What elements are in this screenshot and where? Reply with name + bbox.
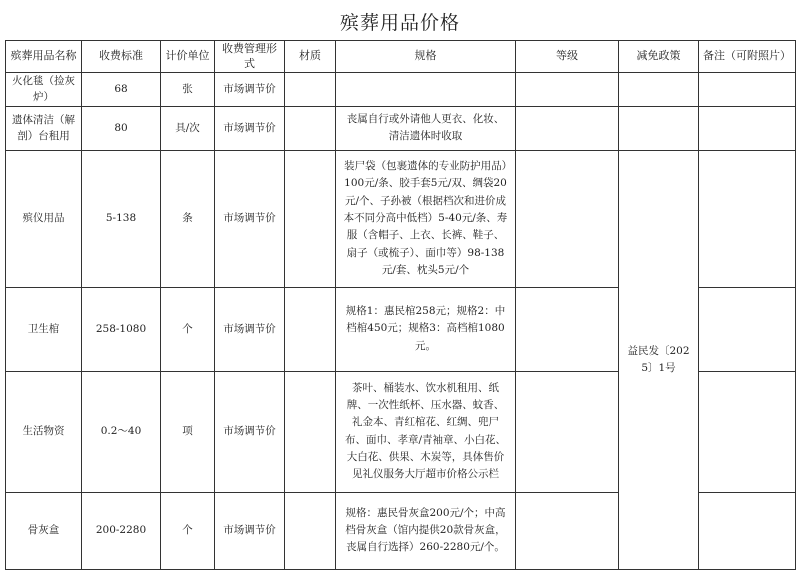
item-remark xyxy=(699,371,796,492)
item-name: 卫生棺 xyxy=(6,287,82,371)
item-remark xyxy=(699,73,796,107)
item-material xyxy=(285,73,336,107)
item-mgmt: 市场调节价 xyxy=(215,492,285,569)
policy-cell xyxy=(619,106,699,150)
item-remark xyxy=(699,106,796,150)
item-grade xyxy=(516,492,619,569)
item-spec: 装尸袋（包裹遗体的专业防护用品）100元/条、胶手套5元/双、绸袋20元/个、子孙被（根据档次和进价成本不同分高中低档）5-40元/条、寿服（含帽子、上衣、长裤、鞋子、扇子（或梳子）、面巾等）98-138元/套、枕头5元/个 xyxy=(336,150,516,287)
header-cell: 收费管理形式 xyxy=(215,41,285,73)
item-mgmt: 市场调节价 xyxy=(215,287,285,371)
item-price: 68 xyxy=(82,73,161,107)
item-spec: 规格1：惠民棺258元；规格2：中档棺450元；规格3：高档棺1080元。 xyxy=(336,287,516,371)
item-spec: 规格：惠民骨灰盒200元/个；中高档骨灰盒（馆内提供20款骨灰盒，丧属自行选择）260-2280元/个。 xyxy=(336,492,516,569)
table-row xyxy=(6,73,796,107)
item-mgmt: 市场调节价 xyxy=(215,73,285,107)
item-unit: 个 xyxy=(161,287,215,371)
price-table xyxy=(5,40,796,570)
item-price: 0.2～40 xyxy=(82,371,161,492)
item-price: 80 xyxy=(82,106,161,150)
item-mgmt: 市场调节价 xyxy=(215,150,285,287)
item-name: 火化毯（捡灰炉） xyxy=(6,73,82,107)
item-name: 骨灰盒 xyxy=(6,492,82,569)
table-header-row xyxy=(6,41,796,73)
item-unit: 条 xyxy=(161,150,215,287)
item-price: 258-1080 xyxy=(82,287,161,371)
item-unit: 具/次 xyxy=(161,106,215,150)
item-material xyxy=(285,287,336,371)
item-price: 200-2280 xyxy=(82,492,161,569)
item-grade xyxy=(516,287,619,371)
table-row xyxy=(6,106,796,150)
item-material xyxy=(285,371,336,492)
item-unit: 张 xyxy=(161,73,215,107)
item-mgmt: 市场调节价 xyxy=(215,106,285,150)
page-title: 殡葬用品价格 xyxy=(339,12,460,34)
item-material xyxy=(285,150,336,287)
header-cell: 计价单位 xyxy=(161,41,215,73)
item-spec: 茶叶、桶装水、饮水机租用、纸牌、一次性纸杯、压水器、蚊香、礼金本、青红棺花、红绸、兜尸布、面巾、孝章/青袖章、小白花、大白花、供果、木炭等，具体售价见礼仪服务大厅超市价格公示栏 xyxy=(336,371,516,492)
header-cell: 材质 xyxy=(285,41,336,73)
item-mgmt: 市场调节价 xyxy=(215,371,285,492)
item-spec: 丧属自行或外请他人更衣、化妆、清洁遗体时收取 xyxy=(336,106,516,150)
item-name: 生活物资 xyxy=(6,371,82,492)
item-material xyxy=(285,492,336,569)
item-name: 殡仪用品 xyxy=(6,150,82,287)
table-row xyxy=(6,150,796,287)
header-cell: 规格 xyxy=(336,41,516,73)
item-name: 遗体清洁（解剖）台租用 xyxy=(6,106,82,150)
item-grade xyxy=(516,150,619,287)
item-spec xyxy=(336,73,516,107)
item-grade xyxy=(516,371,619,492)
header-cell: 备注（可附照片） xyxy=(699,41,796,73)
header-cell: 等级 xyxy=(516,41,619,73)
item-material xyxy=(285,106,336,150)
item-unit: 项 xyxy=(161,371,215,492)
item-price: 5-138 xyxy=(82,150,161,287)
item-grade xyxy=(516,106,619,150)
item-remark xyxy=(699,150,796,287)
header-cell: 收费标准 xyxy=(82,41,161,73)
policy-cell: 益民发〔2025〕1号 xyxy=(619,150,699,569)
item-grade xyxy=(516,73,619,107)
item-unit: 个 xyxy=(161,492,215,569)
header-cell: 殡葬用品名称 xyxy=(6,41,82,73)
header-cell: 减免政策 xyxy=(619,41,699,73)
item-remark xyxy=(699,492,796,569)
item-remark xyxy=(699,287,796,371)
policy-cell-top xyxy=(619,73,699,107)
